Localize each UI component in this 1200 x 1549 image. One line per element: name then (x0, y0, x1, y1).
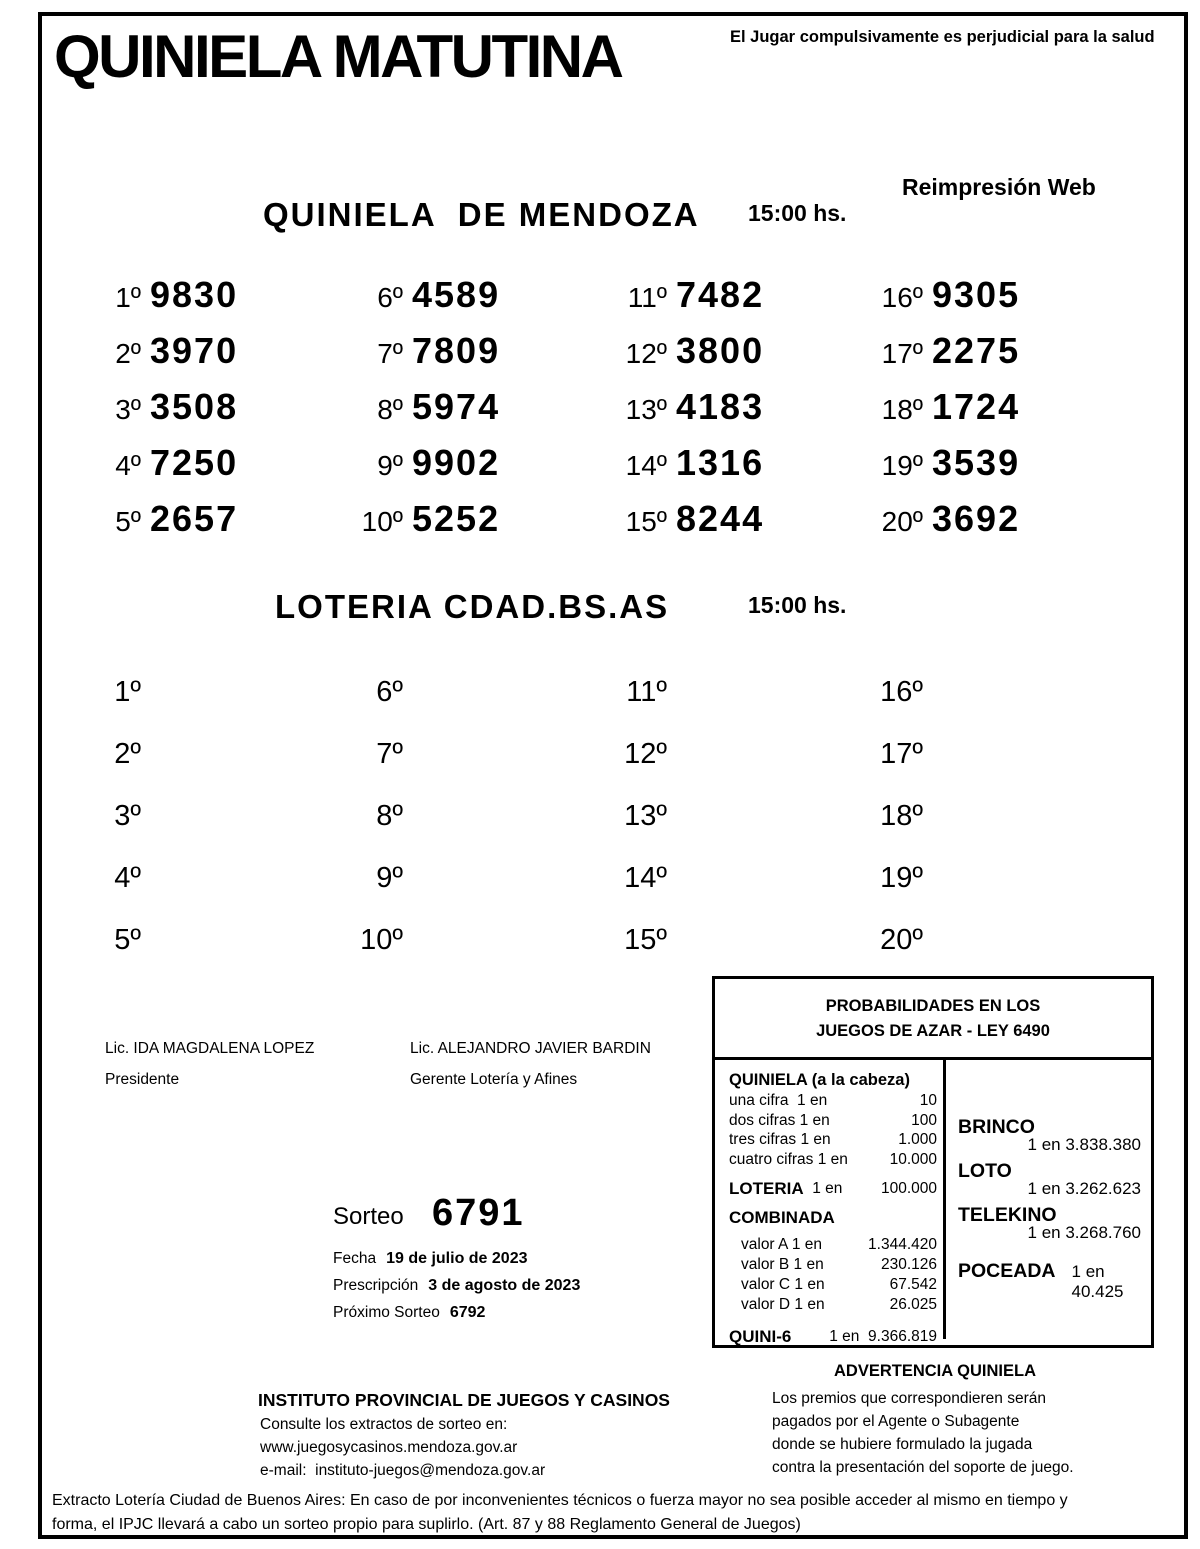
fecha-label: Fecha (333, 1250, 377, 1267)
position-label: 3º (114, 800, 141, 832)
result-cell (85, 800, 347, 862)
result-number: 9305 (932, 274, 1021, 315)
position-label: 13º (625, 394, 667, 425)
telekino-label: TELEKINO (958, 1204, 1057, 1226)
brinco-value: 1 en 3.838.380 (1027, 1135, 1141, 1154)
loto-label: LOTO (958, 1160, 1012, 1182)
result-number: 2275 (932, 330, 1021, 371)
odds-value: 10.000 (889, 1150, 937, 1168)
sorteo-number: 6791 (432, 1192, 525, 1234)
result-cell (867, 442, 1147, 498)
result-cell (347, 386, 611, 442)
probabilities-title-line1: PROBABILIDADES EN LOS (825, 997, 1041, 1015)
position-label: 19º (881, 450, 923, 481)
result-cell (347, 274, 611, 330)
probabilities-title-line2: JUEGOS DE AZAR - LEY 6490 (816, 1022, 1050, 1040)
odds-value: 67.542 (889, 1276, 937, 1293)
probabilities-right-column (946, 1060, 1151, 1339)
result-number: 8244 (676, 498, 765, 539)
position-label: 10º (361, 506, 403, 537)
instituto-line-email: e-mail: instituto-juegos@mendoza.gov.ar (260, 1462, 546, 1479)
result-cell (347, 862, 611, 924)
odds-value: 100 (911, 1111, 937, 1129)
position-label: 10º (360, 924, 403, 956)
result-number: 7482 (676, 274, 765, 315)
result-number: 2657 (150, 498, 239, 539)
odds-row (729, 1111, 937, 1131)
result-cell (85, 386, 347, 442)
odds-label: dos cifras 1 en (729, 1111, 830, 1129)
result-cell (867, 862, 1147, 924)
position-label: 17º (881, 338, 923, 369)
instituto-line: Consulte los extractos de sorteo en: (260, 1416, 508, 1433)
position-label: 6º (377, 282, 403, 313)
result-cell (867, 498, 1147, 554)
fecha-value: 19 de julio de 2023 (386, 1250, 528, 1267)
result-cell (347, 442, 611, 498)
proximo-sorteo-row (333, 1304, 485, 1322)
odds-label: valor C 1 en (741, 1276, 825, 1293)
result-cell (347, 498, 611, 554)
advertencia-line: Los premios que correspondieren serán (772, 1390, 1046, 1407)
result-cell (611, 498, 867, 554)
quini6-value: 1 en 9.366.819 (829, 1328, 937, 1345)
position-label: 7º (377, 338, 403, 369)
mendoza-section-title: QUINIELA DE MENDOZA (263, 196, 700, 233)
poceada-label: POCEADA (958, 1260, 1056, 1282)
position-label: 12º (625, 338, 667, 369)
signature-role-manager: Gerente Lotería y Afines (410, 1071, 578, 1088)
result-number: 5252 (412, 498, 501, 539)
position-label: 9º (376, 862, 403, 894)
probabilities-title (715, 979, 1151, 1060)
sorteo-label: Sorteo (333, 1203, 404, 1230)
result-number: 3508 (150, 386, 239, 427)
result-number: 7250 (150, 442, 239, 483)
result-cell (347, 330, 611, 386)
odds-label: una cifra 1 en (729, 1092, 828, 1109)
result-number: 9902 (412, 442, 501, 483)
proximo-sorteo-value: 6792 (449, 1304, 486, 1321)
loto-value: 1 en 3.262.623 (1027, 1179, 1141, 1198)
result-cell (85, 330, 347, 386)
position-label: 15º (624, 924, 667, 956)
result-cell (867, 330, 1147, 386)
footer-disclaimer-line: forma, el IPJC llevará a cabo un sorteo propio para suplirlo. (Art. 87 y 88 Reglamento General de Juegos) (52, 1516, 801, 1533)
prescripcion-row (333, 1277, 580, 1295)
loteria-odds-row (729, 1178, 937, 1200)
loteria-odds-value: 100.000 (880, 1180, 937, 1197)
position-label: 5º (114, 924, 141, 956)
result-cell (867, 676, 1147, 738)
telekino-value: 1 en 3.268.760 (1027, 1223, 1141, 1242)
odds-row (729, 1295, 937, 1315)
position-label: 18º (881, 394, 923, 425)
prescripcion-value: 3 de agosto de 2023 (428, 1277, 581, 1294)
position-label: 4º (114, 862, 141, 894)
bsas-results-grid (85, 676, 1147, 986)
probabilities-box (712, 976, 1154, 1348)
position-label: 19º (880, 862, 923, 894)
poceada-value: 1 en 40.425 (1071, 1262, 1124, 1301)
quini6-label: QUINI-6 (729, 1327, 792, 1346)
result-number: 5974 (412, 386, 501, 427)
odds-label: tres cifras 1 en (729, 1131, 831, 1148)
result-number: 7809 (412, 330, 501, 371)
poceada-odds (958, 1260, 1141, 1302)
loteria-odds-label: LOTERIA (729, 1179, 804, 1198)
odds-row (729, 1235, 937, 1255)
position-label: 15º (625, 506, 667, 537)
result-cell (611, 800, 867, 862)
position-label: 20º (881, 506, 923, 537)
probabilities-body (715, 1060, 1151, 1346)
result-cell (347, 800, 611, 862)
odds-label: valor D 1 en (741, 1296, 825, 1313)
quini6-odds-row (729, 1326, 937, 1348)
combinada-header: COMBINADA (729, 1208, 835, 1227)
probabilities-left-column (715, 1060, 946, 1346)
position-label: 12º (624, 738, 667, 770)
instituto-line-website: www.juegosycasinos.mendoza.gov.ar (260, 1439, 518, 1456)
advertencia-line: contra la presentación del soporte de juego. (772, 1459, 1074, 1476)
odds-row (729, 1130, 937, 1150)
odds-row (729, 1255, 937, 1275)
result-cell (867, 800, 1147, 862)
result-cell (867, 274, 1147, 330)
odds-label: cuatro cifras 1 en (729, 1150, 848, 1168)
signature-role-president: Presidente (105, 1071, 180, 1088)
result-cell (85, 862, 347, 924)
loteria-odds-mid: 1 en (803, 1180, 843, 1197)
position-label: 7º (376, 738, 403, 770)
quiniela-odds-header: QUINIELA (a la cabeza) (729, 1071, 910, 1089)
result-cell (611, 676, 867, 738)
position-label: 16º (880, 676, 923, 708)
advertencia-title: ADVERTENCIA QUINIELA (834, 1362, 1036, 1380)
odds-value: 26.025 (889, 1296, 937, 1313)
odds-row (729, 1091, 937, 1111)
prescripcion-label: Prescripción (333, 1277, 419, 1294)
mendoza-results-grid (85, 274, 1147, 554)
position-label: 18º (880, 800, 923, 832)
result-cell (611, 862, 867, 924)
result-number: 1724 (932, 386, 1021, 427)
position-label: 1º (115, 282, 141, 313)
result-number: 3692 (932, 498, 1021, 539)
position-label: 16º (881, 282, 923, 313)
bsas-section-title: LOTERIA CDAD.BS.AS (275, 588, 670, 625)
result-number: 1316 (676, 442, 765, 483)
position-label: 8º (376, 800, 403, 832)
web-reprint-label: Reimpresión Web (902, 174, 1096, 200)
result-cell (867, 738, 1147, 800)
result-cell (611, 386, 867, 442)
fecha-row (333, 1250, 528, 1268)
instituto-title: INSTITUTO PROVINCIAL DE JUEGOS Y CASINOS (258, 1390, 670, 1410)
position-label: 8º (377, 394, 403, 425)
bsas-draw-time: 15:00 hs. (748, 592, 847, 618)
result-cell (347, 738, 611, 800)
position-label: 14º (624, 862, 667, 894)
result-cell (85, 738, 347, 800)
position-label: 3º (115, 394, 141, 425)
position-label: 13º (624, 800, 667, 832)
position-label: 11º (626, 676, 667, 708)
position-label: 9º (377, 450, 403, 481)
combinada-rows (729, 1235, 937, 1315)
position-label: 2º (115, 338, 141, 369)
signature-name-president: Lic. IDA MAGDALENA LOPEZ (105, 1040, 315, 1057)
footer-disclaimer-line: Extracto Lotería Ciudad de Buenos Aires: En caso de por inconvenientes técnicos o fuerza mayor no sea posible acceder al mismo en tiempo y (52, 1492, 1068, 1509)
position-label: 1º (114, 676, 141, 708)
position-label: 17º (880, 738, 923, 770)
result-cell (347, 676, 611, 738)
position-label: 14º (625, 450, 667, 481)
result-cell (85, 924, 347, 986)
result-number: 3800 (676, 330, 765, 371)
result-cell (611, 738, 867, 800)
loto-odds (958, 1160, 1141, 1200)
result-cell (611, 330, 867, 386)
signature-name-manager: Lic. ALEJANDRO JAVIER BARDIN (410, 1040, 651, 1057)
proximo-sorteo-label: Próximo Sorteo (333, 1304, 440, 1321)
result-cell (85, 676, 347, 738)
advertencia-line: donde se hubiere formulado la jugada (772, 1436, 1033, 1453)
result-cell (611, 274, 867, 330)
position-label: 6º (376, 676, 403, 708)
position-label: 11º (627, 282, 667, 313)
result-cell (867, 386, 1147, 442)
odds-value: 1.000 (898, 1131, 937, 1148)
result-cell (85, 442, 347, 498)
result-number: 3539 (932, 442, 1021, 483)
odds-label: valor B 1 en (741, 1256, 824, 1273)
result-number: 9830 (150, 274, 239, 315)
brinco-odds (958, 1116, 1141, 1156)
odds-row (729, 1275, 937, 1295)
health-warning: El Jugar compulsivamente es perjudicial para la salud (730, 28, 1155, 46)
result-cell (347, 924, 611, 986)
result-cell (85, 498, 347, 554)
result-number: 4589 (412, 274, 501, 315)
odds-value: 10 (919, 1092, 937, 1109)
brinco-label: BRINCO (958, 1116, 1035, 1138)
odds-label: valor A 1 en (741, 1236, 823, 1253)
position-label: 4º (115, 450, 141, 481)
mendoza-draw-time: 15:00 hs. (748, 200, 847, 226)
result-number: 3970 (150, 330, 239, 371)
odds-row (729, 1150, 937, 1170)
position-label: 5º (115, 506, 141, 537)
result-cell (85, 274, 347, 330)
telekino-odds (958, 1204, 1141, 1244)
odds-value: 230.126 (880, 1256, 937, 1273)
result-number: 4183 (676, 386, 765, 427)
page-title: QUINIELA MATUTINA (54, 23, 622, 90)
result-cell (611, 442, 867, 498)
advertencia-line: pagados por el Agente o Subagente (772, 1413, 1020, 1430)
odds-value: 1.344.420 (868, 1236, 937, 1253)
position-label: 20º (880, 924, 923, 956)
position-label: 2º (114, 738, 141, 770)
